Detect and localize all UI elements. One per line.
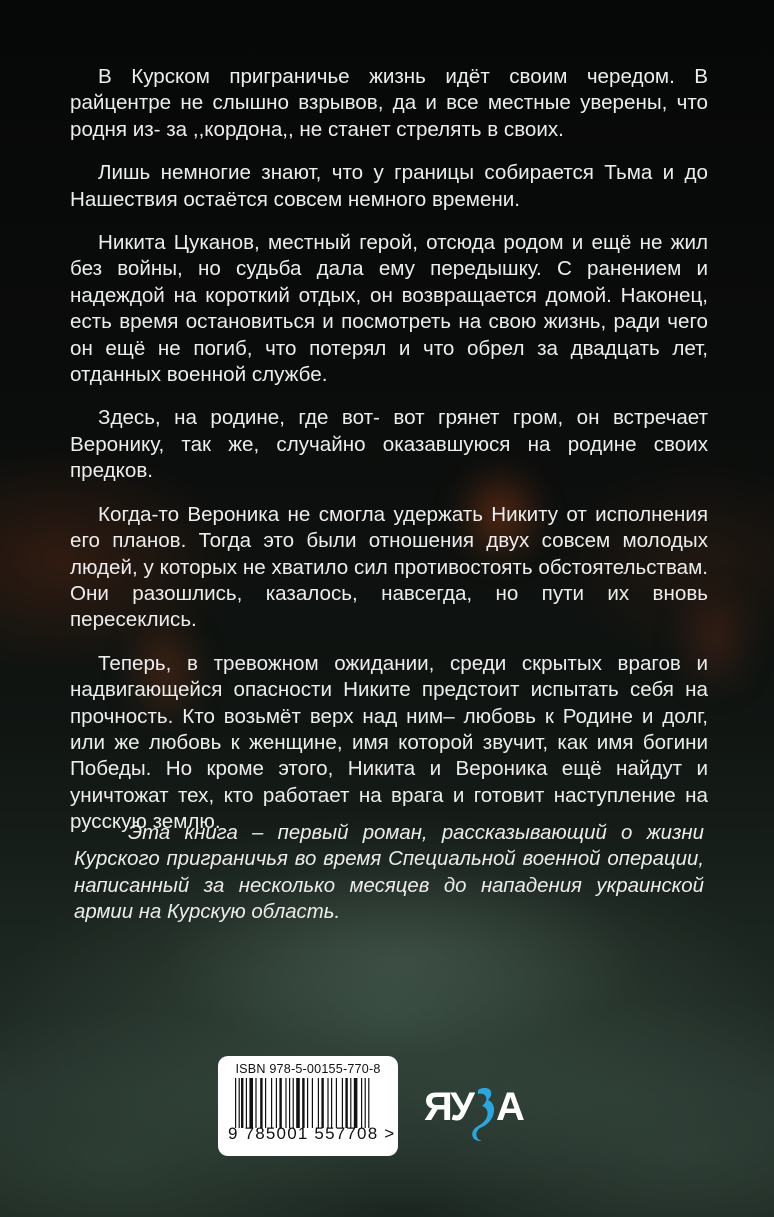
barcode-bar <box>361 1078 362 1128</box>
blurb-text <box>70 64 708 853</box>
barcode-bar <box>235 1078 236 1128</box>
barcode-bar <box>307 1078 308 1128</box>
barcode-bar <box>239 1078 240 1128</box>
barcode-bar <box>331 1078 332 1128</box>
barcode-bar <box>302 1078 304 1128</box>
barcode-bar <box>293 1078 294 1128</box>
barcode-bar <box>279 1078 281 1128</box>
barcode-bar <box>246 1078 247 1128</box>
barcode-bar <box>327 1078 328 1128</box>
barcode-bar <box>276 1078 277 1128</box>
barcode-bar <box>312 1078 313 1128</box>
barcode-bar <box>285 1078 286 1128</box>
barcode-bar <box>260 1078 262 1128</box>
barcode-bar <box>296 1078 300 1128</box>
barcode-bars <box>233 1078 383 1128</box>
logo-letter: У <box>450 1085 475 1129</box>
publisher-logo <box>424 1070 524 1142</box>
barcode-bar <box>271 1078 272 1128</box>
barcode-bar <box>368 1078 369 1128</box>
barcode-bar <box>241 1078 243 1128</box>
italic-note: Эта книга – первый роман, рассказывающий о жизни Курского приграничья во время Специальной военной операции, написанный за несколько месяцев до нападения украинской армии на Курскую область. <box>74 822 704 924</box>
barcode-bar <box>345 1078 347 1128</box>
barcode-digits: 9 785001 557708 > <box>228 1124 396 1143</box>
barcode-bar <box>342 1078 343 1128</box>
isbn-barcode <box>218 1056 398 1156</box>
publisher-logo-icon <box>424 1070 524 1142</box>
barcode-bar <box>255 1078 256 1128</box>
logo-letter: Я <box>424 1085 453 1129</box>
barcode-bar <box>249 1078 253 1128</box>
blurb-paragraph: В Курском приграничье жизнь идёт своим чередом. В райцентре не слышно взрывов, да и все местные уверены, что родня из- за ,,кордона,, не станет стрелять в своих. <box>70 65 708 141</box>
barcode-bar <box>318 1078 319 1128</box>
barcode-bar <box>350 1078 351 1128</box>
barcode-bar <box>336 1078 337 1128</box>
blurb-paragraph: Теперь, в тревожном ожидании, среди скрытых врагов и надвигающейся опасности Никите предстоит испытать себя на прочность. Кто возьмёт верх над ним– любовь к Родине и долг, или же любовь к женщине, имя которой звучит, как имя богини Победы. Но кроме этого, Никита и Вероника ещё найдут и уничтожат тех, кто работает на врага и готовит наступление на русскую землю. <box>70 651 708 834</box>
blurb-paragraph: Здесь, на родине, где вот- вот грянет гром, он встречает Веронику, так же, случайно оказавшуюся на родине своих предков. <box>70 406 708 483</box>
blurb-paragraph: Лишь немногие знают, что у границы собирается Тьма и до Нашествия остаётся совсем немного времени. <box>70 161 708 211</box>
logo-wave <box>472 1088 494 1141</box>
barcode-bar <box>365 1078 366 1128</box>
barcode-bar <box>265 1078 266 1128</box>
blurb-paragraph: Никита Цуканов, местный герой, отсюда родом и ещё не жил без войны, но судьба дала ему передышку. С ранением и надеждой на короткий отдых, он возвращается домой. Наконец, есть время остановиться и посмотреть на свою жизнь, ради чего он ещё не погиб, что потерял и что обрел за двадцать лет, отданных военной службе. <box>70 231 708 387</box>
barcode-bar <box>289 1078 290 1128</box>
barcode-bar <box>321 1078 323 1128</box>
barcode-bar <box>354 1078 358 1128</box>
blurb-paragraph: Когда-то Вероника не смогла удержать Никиту от исполнения его планов. Тогда это были отношения двух совсем молодых людей, у которых не хватило сил противостоять обстоятельствам. Они разошлись, казалось, навсегда, но пути их вновь пересеклись. <box>70 502 708 632</box>
logo-letter: А <box>496 1085 524 1129</box>
isbn-label: ISBN 978-5-00155-770-8 <box>235 1062 381 1076</box>
